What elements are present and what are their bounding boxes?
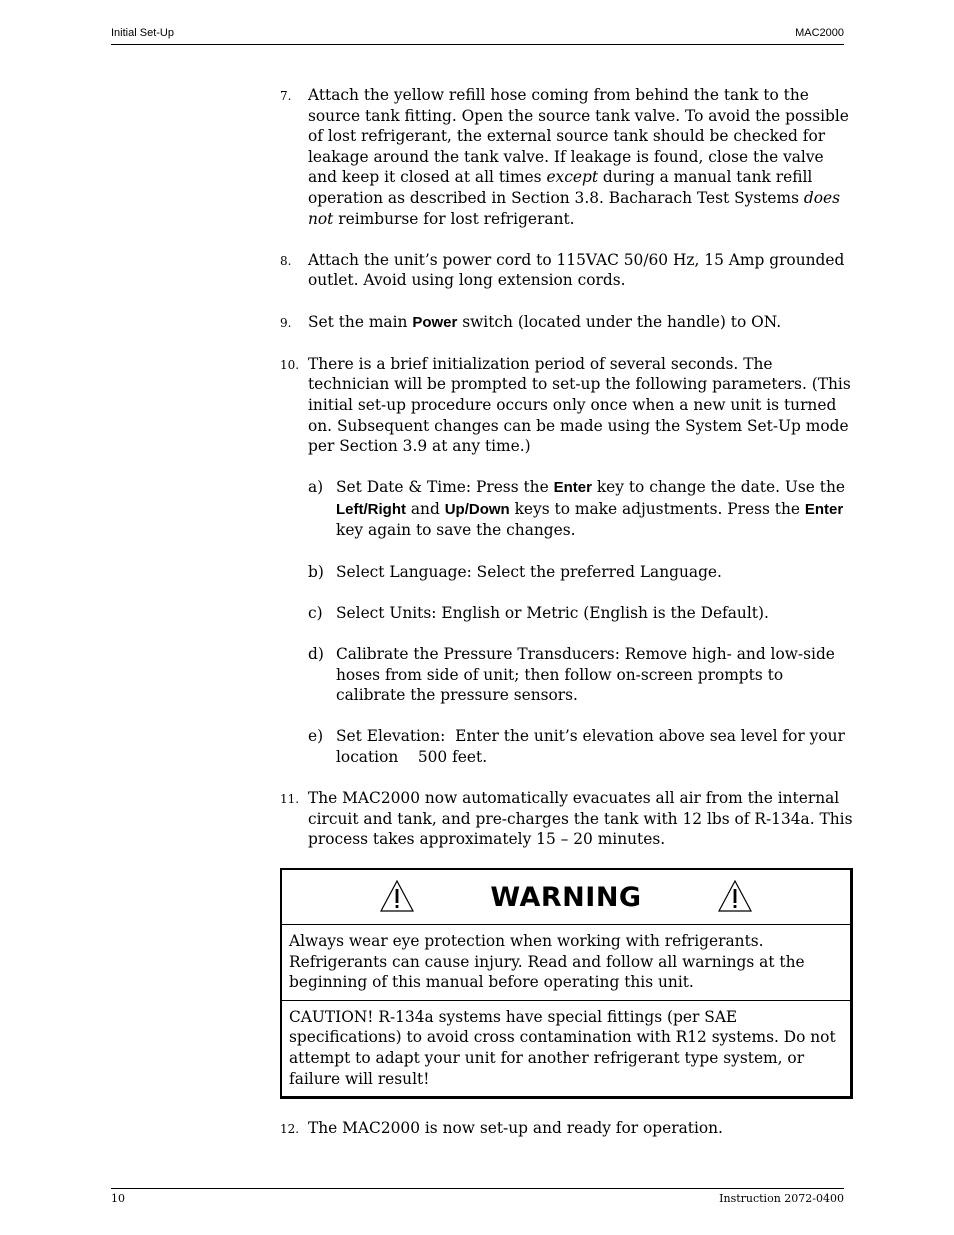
warning-eye-protection: Always wear eye protection when working with refrigerants. Refrigerants can cause injury. Read and follow all warnings at the beginning of this manual before operating this unit. [289, 932, 805, 992]
substep-text: key again to save the changes. [336, 521, 576, 540]
substep-letter: c) [308, 603, 323, 622]
page-header [111, 27, 844, 45]
substep-text: and [405, 499, 445, 518]
header-product-name: MAC2000 [795, 27, 844, 39]
enter-key-label: Enter [553, 479, 592, 497]
instruction-list [280, 85, 855, 871]
warning-title: WARNING [490, 882, 642, 913]
emphasis-except: except [546, 168, 599, 187]
step-text: reimburse for lost refrigerant. [333, 209, 575, 228]
step-9 [280, 312, 855, 334]
step-text: Attach the yellow refill hose coming from behind the tank to the source tank fitting. Open the source tank valve. To avoid the possible of lost refrigerant, the external source tank should be checked for leakage around the tank valve. If leakage is found, close the valve and keep it closed at all times [308, 86, 849, 187]
substep-text: Select Units: English or Metric (English is the Default). [336, 603, 769, 622]
left-right-key-label: Left/Right [336, 500, 406, 518]
substep-text: Set Date & Time: Press the [336, 478, 554, 497]
step-12 [280, 1118, 883, 1139]
step-11 [280, 788, 855, 850]
substep-text: Calibrate the Pressure Transducers: Remove high- and low-side hoses from side of unit; then follow on-screen prompts to calibrate the pressure sensors. [336, 645, 835, 705]
step-8 [280, 250, 855, 291]
step-text: switch (located under the handle) to ON. [457, 312, 782, 331]
substep-letter: d) [308, 645, 324, 664]
warning-triangle-icon [717, 879, 753, 913]
enter-key-label: Enter [804, 500, 844, 518]
substep-letter: a) [308, 478, 324, 497]
step-text: Set the main [308, 312, 413, 331]
step-text: The MAC2000 is now set-up and ready for operation. [308, 1119, 723, 1137]
substep-letter: e) [308, 727, 324, 746]
document-number: Instruction 2072-0400 [719, 1192, 844, 1205]
substep-a [280, 477, 855, 541]
warning-box [280, 868, 853, 1099]
warning-caution: CAUTION! R-134a systems have special fittings (per SAE specifications) to avoid cross contamination with R12 systems. Do not attempt to adapt your unit for another refrigerant type system, or failure will result! [282, 1000, 850, 1096]
substep-letter: b) [308, 562, 324, 581]
header-section-title: Initial Set-Up [111, 27, 174, 39]
step-number: 11. [280, 792, 300, 807]
step-text: Attach the unit’s power cord to 115VAC 50/60 Hz, 15 Amp grounded outlet. Avoid using long extension cords. [308, 250, 845, 290]
substep-text: Select Language: Select the preferred Language. [336, 562, 722, 581]
substep-d [280, 644, 855, 706]
emphasis-does-not: does not [308, 188, 841, 228]
step-text: There is a brief initialization period of several seconds. The technician will be prompted to set-up the following parameters. (This initial set-up procedure occurs only once when a new unit is turned on. Subsequent changes can be made using the System Set-Up mode per Section 3.9 at any time.) [308, 354, 851, 456]
up-down-key-label: Up/Down [444, 500, 510, 518]
substep-b [280, 562, 855, 583]
warning-header [282, 870, 850, 925]
page-number: 10 [111, 1192, 125, 1205]
step-text: during a manual tank refill operation as described in Section 3.8. Bacharach Test Systems [308, 168, 813, 207]
step-text: The MAC2000 now automatically evacuates all air from the internal circuit and tank, and pre-charges the tank with 12 lbs of R-134a. This process takes approximately 15 – 20 minutes. [308, 789, 853, 849]
step-number: 9. [280, 315, 292, 330]
power-key-label: Power [412, 313, 458, 331]
substep-c [280, 603, 855, 624]
substep-text: keys to make adjustments. Press the [509, 499, 805, 518]
step-7 [280, 85, 855, 229]
step-number: 10. [280, 357, 300, 372]
step-number: 7. [280, 89, 292, 103]
substep-e [280, 726, 855, 767]
step-10 [280, 354, 855, 457]
substep-text: Set Elevation: Enter the unit’s elevation above sea level for your location 500 feet. [336, 727, 850, 766]
step-number: 12. [280, 1122, 300, 1136]
step-number: 8. [280, 253, 292, 268]
page-footer [111, 1188, 844, 1205]
substep-text: key to change the date. Use the [591, 478, 845, 497]
